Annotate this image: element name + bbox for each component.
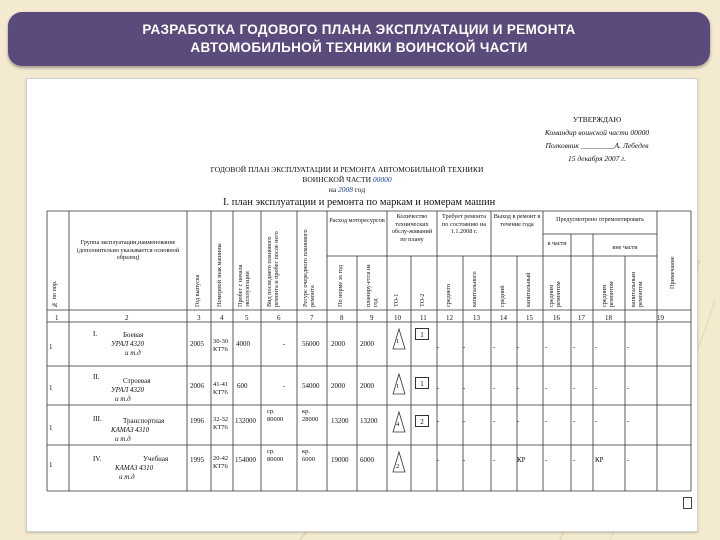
row-norm: 19000 — [331, 456, 349, 464]
row-plate-number: 41-41 — [213, 381, 229, 388]
row-resource — [302, 408, 318, 424]
row-roman: I. — [93, 330, 98, 338]
row-mileage: 154000 — [235, 456, 256, 464]
row-status: - — [437, 456, 440, 464]
row-group: Транспортная — [123, 417, 165, 425]
col-number: 15 — [526, 314, 533, 322]
header-repair-cap: капитального — [471, 271, 478, 307]
header-to2: ТО-2 — [419, 293, 426, 307]
header-number: № по пор. — [51, 280, 58, 308]
header-last-repair: Вид последнего планового ремонта и пробег после него — [266, 231, 280, 307]
row-resource — [302, 448, 315, 464]
header-plate: Номерной знак машины — [216, 243, 223, 307]
row-model: УРАЛ 4320 — [111, 386, 144, 394]
row-plate-series: КТ76 — [213, 424, 228, 431]
row-resource-value: 28000 — [302, 416, 319, 423]
col-number: 9 — [370, 314, 374, 322]
row-resource: 56000 — [302, 340, 320, 348]
col-number: 18 — [605, 314, 612, 322]
row-status: - — [463, 384, 466, 392]
header-group-name: Группа эксплуатации,наименование (дополнительно указывается основной образец) — [76, 239, 180, 261]
row-last-repair-mileage: 80000 — [267, 456, 284, 463]
row-number: 1 — [49, 343, 53, 351]
row-planned: 2000 — [360, 382, 374, 390]
row-planned: 6000 — [360, 456, 374, 464]
header-mileage: Пробег с начала эксплуатации — [237, 264, 251, 307]
header-resource: Ресурс очередного планового ремонта — [302, 229, 316, 307]
row-planned: 2000 — [360, 340, 374, 348]
row-mileage: 4000 — [236, 340, 250, 348]
document-sheet — [26, 78, 698, 532]
row-status: - — [545, 456, 548, 464]
header-exit-group: Выход в ремонт в течение года — [493, 213, 541, 228]
col-number: 13 — [473, 314, 480, 322]
row-status: - — [463, 343, 466, 351]
header-in-mid: средним ремонтом — [548, 281, 562, 307]
row-status: - — [517, 384, 520, 392]
col-number: 14 — [500, 314, 507, 322]
row-etc: и т.д — [119, 473, 135, 481]
row-status: - — [627, 384, 630, 392]
row-status: - — [545, 417, 548, 425]
row-group: Учебная — [143, 455, 169, 463]
header-out-cap: капитальным ремонтом — [630, 271, 644, 307]
row-status: - — [437, 384, 440, 392]
row-year: 1996 — [190, 417, 204, 425]
col-number: 8 — [340, 314, 344, 322]
row-resource: 54000 — [302, 382, 320, 390]
row-last-repair: - — [283, 340, 286, 348]
row-model: УРАЛ 4320 — [111, 340, 144, 348]
row-etc: и т.д — [115, 395, 131, 403]
row-status: - — [493, 456, 496, 464]
header-out-part: вне части — [612, 244, 638, 251]
row-status: - — [493, 343, 496, 351]
header-in-part: в части — [547, 240, 567, 247]
plan-title-line-1: ГОДОВОЙ ПЛАН ЭКСПЛУАТАЦИИ И РЕМОНТА АВТОМОБИЛЬНОЙ ТЕХНИКИ — [210, 165, 484, 174]
row-roman: IV. — [93, 455, 102, 463]
col-number: 5 — [245, 314, 249, 322]
approval-signature: Полковник _________А. Лебедев — [545, 141, 649, 150]
row-norm: 2000 — [331, 382, 345, 390]
row-number: 1 — [49, 424, 53, 432]
col-number: 11 — [420, 314, 427, 322]
row-status: КР — [517, 456, 526, 464]
row-last-repair — [267, 448, 283, 464]
row-roman: II. — [93, 373, 100, 381]
row-year: 1995 — [190, 456, 204, 464]
row-status: - — [437, 417, 440, 425]
row-etc: и т.д — [125, 349, 141, 357]
col-number: 19 — [657, 314, 664, 322]
col-number: 6 — [277, 314, 281, 322]
row-plate-series: КТ76 — [213, 389, 228, 396]
plan-title-year-suffix: год — [353, 185, 366, 194]
row-resource-type: кр. — [302, 448, 311, 455]
header-year: Год выпуска — [194, 274, 201, 307]
row-planned: 13200 — [360, 417, 378, 425]
row-norm: 13200 — [331, 417, 349, 425]
row-last-repair-type: ср. — [267, 408, 275, 415]
header-out-mid: средним ремонтом — [601, 281, 615, 307]
row-status: - — [573, 456, 576, 464]
row-last-repair — [267, 408, 283, 424]
approval-commander: Командир воинской части 00000 — [544, 128, 650, 137]
approval-heading: УТВЕРЖДАЮ — [572, 115, 622, 124]
row-status: - — [573, 417, 576, 425]
header-norm: По норме за год — [337, 265, 344, 307]
row-plate — [213, 338, 228, 354]
row-status: КР — [595, 456, 604, 464]
row-last-repair-type: ср. — [267, 448, 275, 455]
row-plate-number: 20-42 — [213, 455, 229, 462]
header-exit-mid: средний — [499, 285, 506, 307]
row-mileage: 132000 — [235, 417, 256, 425]
row-to2: 1 — [415, 328, 429, 340]
row-status: - — [545, 384, 548, 392]
col-number: 1 — [55, 314, 59, 322]
col-number: 7 — [310, 314, 314, 322]
row-status: - — [463, 456, 466, 464]
row-status: - — [517, 417, 520, 425]
title-banner — [8, 12, 710, 66]
row-norm: 2000 — [331, 340, 345, 348]
row-last-repair-mileage: 80000 — [267, 416, 284, 423]
row-to2: 2 — [415, 415, 429, 427]
banner-line-1: РАЗРАБОТКА ГОДОВОГО ПЛАНА ЭКСПЛУАТАЦИИ И РЕМОНТА — [142, 22, 576, 37]
row-group: Боевая — [123, 331, 144, 339]
row-model: КАМАЗ 4310 — [115, 464, 154, 472]
row-plate — [213, 455, 228, 471]
row-plate-series: КТ76 — [213, 346, 228, 353]
plan-title-unit-label: ВОИНСКОЙ ЧАСТИ — [302, 175, 373, 184]
row-to1: 1 — [396, 383, 400, 390]
col-number: 3 — [197, 314, 201, 322]
header-to1: ТО-1 — [393, 293, 400, 307]
row-plate-number: 32-32 — [213, 416, 229, 423]
header-resource-group: Расход моторесурсов — [329, 217, 385, 224]
banner-line-2: АВТОМОБИЛЬНОЙ ТЕХНИКИ ВОИНСКОЙ ЧАСТИ — [190, 40, 528, 55]
row-mileage: 600 — [237, 382, 248, 390]
header-maint-group: Количество технических обслу-живаний по плану — [391, 213, 433, 243]
row-plate-series: КТ76 — [213, 463, 228, 470]
header-repair-mid: среднего — [445, 283, 452, 307]
col-number: 12 — [446, 314, 453, 322]
row-status: - — [493, 417, 496, 425]
row-group: Строевая — [123, 377, 151, 385]
row-year: 2006 — [190, 382, 204, 390]
row-status: - — [595, 384, 598, 392]
row-status: - — [573, 343, 576, 351]
row-model: КАМАЗ 4310 — [111, 426, 150, 434]
row-plate — [213, 381, 228, 397]
row-number: 1 — [49, 461, 53, 469]
row-to1: 4 — [396, 421, 400, 428]
row-status: - — [627, 417, 630, 425]
row-status: - — [463, 417, 466, 425]
row-to1: 1 — [396, 338, 400, 345]
row-to1: 2 — [396, 463, 400, 470]
row-status: - — [545, 343, 548, 351]
header-exit-cap: капитальный — [525, 272, 532, 307]
resize-handle[interactable] — [683, 497, 692, 509]
row-status: - — [595, 417, 598, 425]
row-last-repair: - — [283, 382, 286, 390]
row-plate-number: 30-30 — [213, 338, 229, 345]
header-planned: планиру-ется на год — [365, 264, 379, 307]
plan-title-unit: 00000 — [372, 175, 392, 184]
row-status: - — [627, 343, 630, 351]
row-to2: 1 — [415, 377, 429, 389]
col-number: 4 — [220, 314, 224, 322]
row-plate — [213, 416, 228, 432]
header-repair-group: Требует ремонта по состоянию на 1.1.2008 г. — [442, 213, 486, 235]
row-status: - — [595, 343, 598, 351]
row-etc: и т.д — [115, 435, 131, 443]
row-status: - — [437, 343, 440, 351]
row-resource-value: 6000 — [302, 456, 315, 463]
col-number: 17 — [578, 314, 585, 322]
header-provided-group: Предусмотрено отремонтировать — [556, 216, 644, 223]
section-title: I. план эксплуатации и ремонта по маркам и номерам машин — [223, 197, 496, 208]
plan-title-year: 2008 — [338, 185, 354, 194]
row-status: - — [517, 343, 520, 351]
row-status: - — [627, 456, 630, 464]
col-number: 16 — [553, 314, 560, 322]
row-year: 2005 — [190, 340, 204, 348]
approval-date: 15 декабря 2007 г. — [567, 154, 627, 163]
plan-title-on: на — [328, 185, 339, 194]
col-number: 10 — [394, 314, 401, 322]
row-number: 1 — [49, 384, 53, 392]
col-number: 2 — [125, 314, 129, 322]
header-note: Примечание — [669, 256, 676, 289]
row-roman: III. — [93, 415, 102, 423]
row-status: - — [493, 384, 496, 392]
row-status: - — [573, 384, 576, 392]
row-resource-type: кр. — [302, 408, 311, 415]
